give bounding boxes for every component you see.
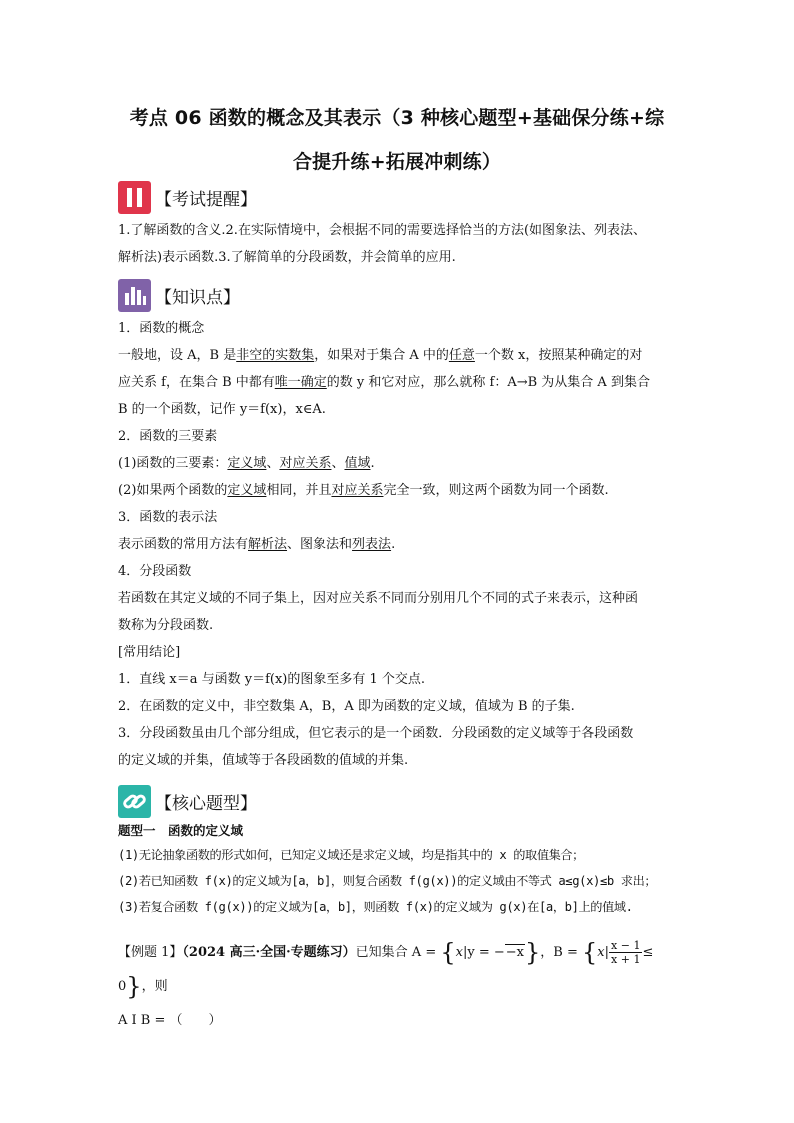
example-1	[118, 936, 686, 1038]
concept-title: 1．函数的概念	[118, 321, 205, 336]
example-1-source: （2024 高三·全国·专题练习）	[182, 945, 356, 960]
core-types-title: 【核心题型】	[155, 793, 257, 814]
conclusion-3-line-1: 3．分段函数虽由几个部分组成，但它表示的是一个函数．分段函数的定义域等于各段函数	[118, 726, 634, 741]
exam-reminder-text	[118, 217, 686, 271]
title-line-1: 考点 06 函数的概念及其表示（3 种核心题型+基础保分练+综	[129, 107, 665, 129]
type-one-block	[118, 820, 686, 920]
common-conclusions-title: [常用结论]	[118, 645, 181, 660]
conclusion-1: 1．直线 x＝a 与函数 y＝f(x)的图象至多有 1 个交点.	[118, 672, 426, 687]
three-elements-title: 2．函数的三要素	[118, 429, 218, 444]
three-elements-line-1: (1)函数的三要素：定义域、对应关系、值域.	[118, 456, 375, 471]
pause-bars-icon	[118, 181, 151, 214]
exam-reminder-line-1: 1.了解函数的含义.2.在实际情境中，会根据不同的需要选择恰当的方法(如图象法、列表法、	[118, 223, 647, 238]
concept-line-1: 一般地，设 A，B 是非空的实数集，如果对于集合 A 中的任意一个数 x，按照某种确定的对	[118, 348, 643, 363]
type-one-rule-3: (3)若复合函数 f(g(x))的定义域为[a，b]，则函数 f(x)的定义域为 g(x)在[a，b]上的值域.	[118, 900, 633, 914]
piecewise-title: 4．分段函数	[118, 564, 192, 579]
link-icon	[118, 785, 151, 818]
exam-reminder-title: 【考试提醒】	[155, 189, 257, 210]
concept-line-3: B 的一个函数，记作 y＝f(x)，x∈A.	[118, 402, 326, 417]
representation-title: 3．函数的表示法	[118, 510, 218, 525]
representation-line: 表示函数的常用方法有解析法、图象法和列表法.	[118, 537, 396, 552]
example-1-label: 【例题 1】	[118, 945, 183, 960]
document-title	[100, 96, 694, 184]
knowledge-title: 【知识点】	[155, 287, 240, 308]
example-1-line-1: 【例题 1】（2024 高三·全国·专题练习）已知集合 A = {x|y = −−x}，B = {x| $\frac{x - 1}{x + 1}$ ≤ 0}，则	[118, 938, 654, 1001]
conclusion-2: 2．在函数的定义中，非空数集 A，B，A 即为函数的定义域，值域为 B 的子集.	[118, 699, 575, 714]
bar-chart-icon	[118, 279, 151, 312]
core-types-heading	[118, 784, 257, 818]
knowledge-heading	[118, 278, 240, 312]
type-one-title: 题型一 函数的定义域	[118, 823, 244, 838]
exam-reminder-line-2: 解析法)表示函数.3.了解简单的分段函数，并会简单的应用.	[118, 250, 456, 265]
conclusion-3-line-2: 的定义域的并集，值域等于各段函数的值域的并集.	[118, 753, 409, 768]
type-one-rule-1: (1)无论抽象函数的形式如何，已知定义域还是求定义域，均是指其中的 x 的取值集合；	[118, 848, 584, 862]
knowledge-body	[118, 315, 686, 774]
piecewise-line-2: 数称为分段函数.	[118, 618, 214, 633]
title-line-2: 合提升练+拓展冲刺练）	[292, 151, 502, 173]
type-one-rule-2: (2)若已知函数 f(x)的定义域为[a，b]，则复合函数 f(g(x))的定义域由不等式 a≤g(x)≤b 求出；	[118, 874, 657, 888]
set-b-fraction: $\frac{x - 1}{x + 1}$	[611, 939, 641, 966]
exam-reminder-heading	[118, 180, 257, 214]
piecewise-line-1: 若函数在其定义域的不同子集上，因对应关系不同而分别用几个不同的式子来表示，这种函	[118, 591, 639, 606]
concept-line-2: 应关系 f，在集合 B 中都有唯一确定的数 y 和它对应，那么就称 f：A→B 为从集合 A 到集合	[118, 375, 650, 390]
example-1-line-2: A I B = （ ）	[118, 1013, 222, 1028]
three-elements-line-2: (2)如果两个函数的定义域相同，并且对应关系完全一致，则这两个函数为同一个函数.	[118, 483, 609, 498]
